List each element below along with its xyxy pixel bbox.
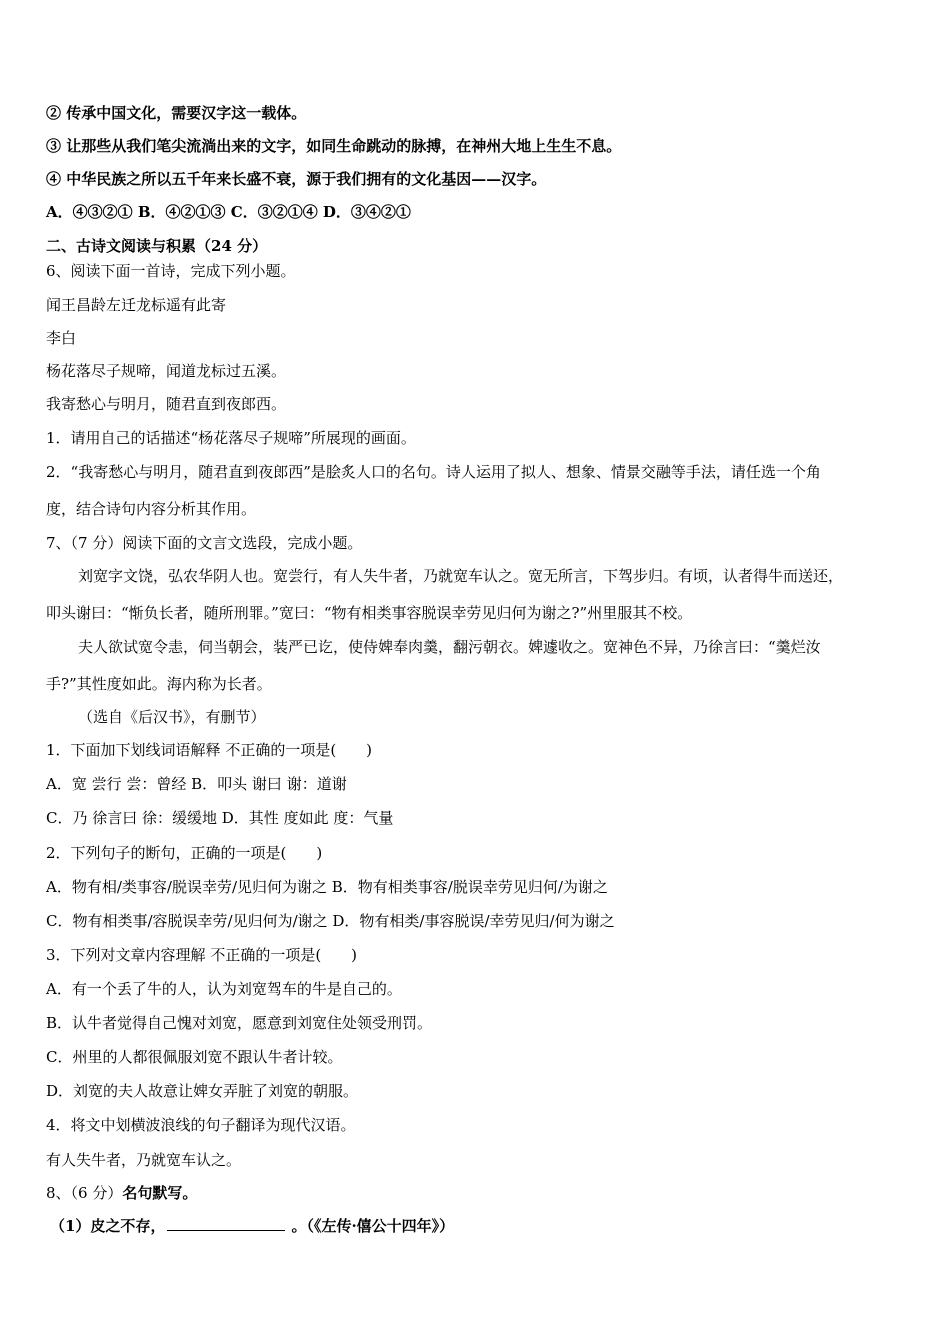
quote-start: （1）皮之不存， xyxy=(50,1217,166,1235)
option-line: C．物有相类事/容脱误幸劳/见归何为/谢之 D．物有相类/事容脱误/幸劳见归/何为谢之 xyxy=(46,912,615,930)
question-7-3: 3．下列对文章内容理解 不正确的一项是( ) xyxy=(46,946,358,964)
question-8 xyxy=(46,1183,197,1203)
option-line: C．乃 徐言曰 徐：缓缓地 D．其性 度如此 度：气量 xyxy=(46,809,394,827)
option-line: A．宽 尝行 尝：曾经 B．叩头 谢曰 谢：道谢 xyxy=(46,775,347,793)
text-line: ③ 让那些从我们笔尖流淌出来的文字，如同生命跳动的脉搏，在神州大地上生生不息。 xyxy=(46,137,622,155)
poem-author: 李白 xyxy=(46,329,77,347)
question-8-1 xyxy=(50,1216,454,1236)
option-line: A．物有相/类事容/脱误幸劳/见归何为谢之 B．物有相类事容/脱误幸劳见归何/为谢之 xyxy=(46,878,608,896)
quote-source: 。（《左传·僖公十四年》） xyxy=(291,1217,455,1235)
passage-paragraph-2-cont: 手?”其性度如此。海内称为长者。 xyxy=(46,675,272,693)
question-7-2: 2．下列句子的断句，正确的一项是( ) xyxy=(46,844,323,862)
option-line: B．认牛者觉得自己愧对刘宽，愿意到刘宽住处领受刑罚。 xyxy=(46,1014,433,1032)
passage-paragraph-1: 刘宽字文饶，弘农华阴人也。宽尝行，有人失牛者，乃就宽车认之。宽无所言，下驾步归。有顷，认者得牛而送还， xyxy=(78,567,844,585)
passage-paragraph-2: 夫人欲试宽令恚，伺当朝会，装严已讫，使侍婢奉肉羹，翻污朝衣。婢遽收之。宽神色不异，乃徐言曰：“羹烂汝 xyxy=(78,638,821,656)
option-line: A．有一个丢了牛的人，认为刘宽驾车的牛是自己的。 xyxy=(46,980,402,998)
question-6-2: 2．“我寄愁心与明月，随君直到夜郎西”是脍炙人口的名句。诗人运用了拟人、想象、情景交融等手法，请任选一个角 xyxy=(46,463,821,481)
text-line: ④ 中华民族之所以五千年来长盛不衰，源于我们拥有的文化基因——汉字。 xyxy=(46,170,547,188)
answer-options: A．④③②① B．④②①③ C．③②①④ D．③④②① xyxy=(46,203,411,221)
question-7: 7、（7 分）阅读下面的文言文选段，完成小题。 xyxy=(46,534,363,552)
question-8-title: 名句默写。 xyxy=(122,1184,198,1202)
poem-line: 我寄愁心与明月，随君直到夜郎西。 xyxy=(46,395,287,413)
passage-source: （选自《后汉书》，有删节） xyxy=(78,708,266,726)
option-line: C．州里的人都很佩服刘宽不跟认牛者计较。 xyxy=(46,1048,343,1066)
section-heading: 二、古诗文阅读与积累（24 分） xyxy=(46,237,268,255)
passage-paragraph-1-cont: 叩头谢曰：“惭负长者，随所刑罪。”宽曰：“物有相类事容脱误幸劳见归何为谢之?”州里服其不校。 xyxy=(46,604,693,622)
translation-sentence: 有人失牛者，乃就宽车认之。 xyxy=(46,1151,242,1169)
question-7-1: 1．下面加下划线词语解释 不正确的一项是( ) xyxy=(46,741,373,759)
question-6: 6、阅读下面一首诗，完成下列小题。 xyxy=(46,262,296,280)
poem-line: 杨花落尽子规啼，闻道龙标过五溪。 xyxy=(46,362,287,380)
text-line: ② 传承中国文化，需要汉字这一载体。 xyxy=(46,104,307,122)
question-8-number: 8、（6 分） xyxy=(46,1184,123,1202)
option-line: D．刘宽的夫人故意让婢女弄脏了刘宽的朝服。 xyxy=(46,1082,359,1100)
blank-line xyxy=(167,1216,285,1231)
question-6-1: 1．请用自己的话描述“杨花落尽子规啼”所展现的画面。 xyxy=(46,429,416,447)
question-7-4: 4．将文中划横波浪线的句子翻译为现代汉语。 xyxy=(46,1116,356,1134)
question-6-2-cont: 度，结合诗句内容分析其作用。 xyxy=(46,500,257,518)
poem-title: 闻王昌龄左迁龙标遥有此寄 xyxy=(46,296,227,314)
